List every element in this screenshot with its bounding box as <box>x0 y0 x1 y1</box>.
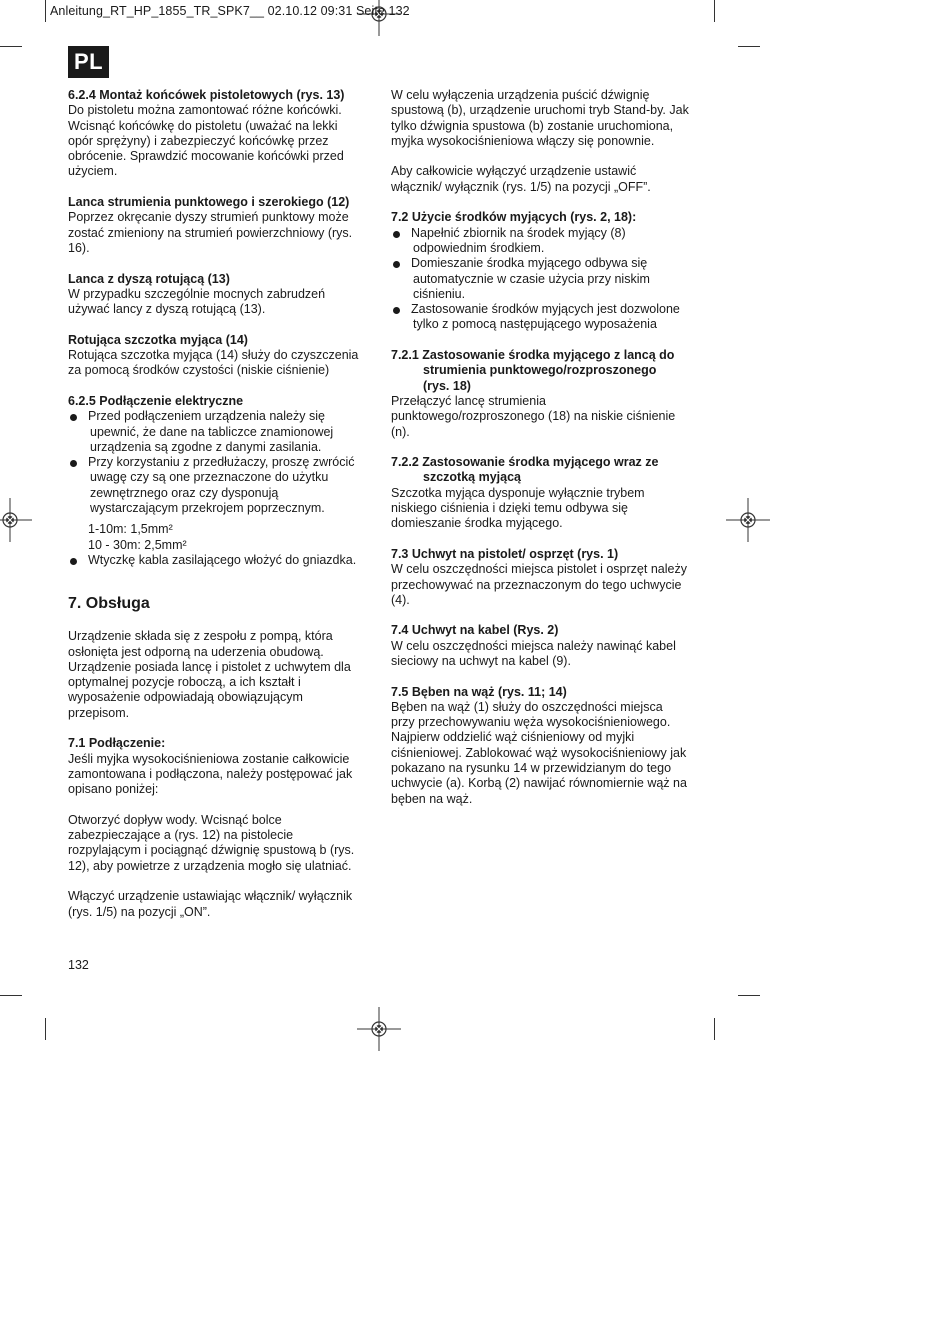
body-line: wyposażenie odpowiadają obowiązującym <box>68 690 303 705</box>
body-line: Bęben na wąż (1) służy do oszczędności miejsca <box>391 699 663 714</box>
cable-spec: 10 - 30m: 2,5mm² <box>88 537 187 552</box>
bullet-item: Przed podłączeniem urządzenia należy się upewnić, że dane na tabliczce znamionowej urządzenia są zgodne z danymi zasilania. <box>68 409 368 455</box>
body-line: Wcisnąć końcówkę do pistoletu (uważać na lekki <box>68 118 338 133</box>
body-line: domieszanie środka myjącego. <box>391 516 563 531</box>
body-line: Jeśli myjka wysokociśnieniowa zostanie całkowicie <box>68 751 350 766</box>
print-slug-line: Anleitung_RT_HP_1855_TR_SPK7__ 02.10.12 09:31 Seite 132 <box>50 4 410 18</box>
body-line: przy przechowywaniu węża wysokociśnieniowego. <box>391 715 671 730</box>
section-heading: 7.2 Użycie środków myjących (rys. 2, 18): <box>391 210 637 225</box>
registration-mark-icon <box>357 1007 401 1051</box>
body-line: przechowywać na przeznaczonym do tego uchwycie <box>391 577 682 592</box>
body-line: za pomocą środków czystości (niskie ciśnienie) <box>68 363 330 378</box>
crop-mark <box>45 1018 46 1040</box>
bullet-icon <box>70 414 77 421</box>
body-line: spustową (b), urządzenie uruchomi tryb Stand-by. Jak <box>391 103 689 118</box>
body-line: (4). <box>391 592 410 607</box>
body-line: zabezpieczające a (rys. 12) na pistolecie <box>68 828 294 843</box>
registration-mark-icon <box>726 498 770 542</box>
language-tab: PL <box>68 46 109 78</box>
right-column <box>391 88 695 807</box>
body-line: (n). <box>391 424 410 439</box>
section-heading: Rotująca szczotka myjąca (14) <box>68 332 248 347</box>
body-line: Urządzenie posiada lancę i pistolet z uchwytem dla <box>68 659 351 674</box>
crop-mark <box>45 0 46 22</box>
body-line: W celu wyłączenia urządzenia puścić dźwignię <box>391 88 650 102</box>
section-heading: (rys. 18) <box>423 378 471 393</box>
body-line: Do pistoletu można zamontować różne końcówki. <box>68 103 342 118</box>
body-line: Przełączyć lancę strumienia <box>391 393 546 408</box>
bullet-item: Wtyczkę kabla zasilającego włożyć do gniazdka. <box>68 553 368 568</box>
crop-mark <box>0 46 22 47</box>
body-line: 16). <box>68 240 90 255</box>
section-heading: 7.3 Uchwyt na pistolet/ osprzęt (rys. 1) <box>391 546 619 561</box>
chapter-heading: 7. Obsługa <box>68 595 150 613</box>
section-heading: 7.1 Podłączenie: <box>68 736 166 751</box>
section-heading: Lanca strumienia punktowego i szerokiego (12) <box>68 195 350 210</box>
body-line: W celu oszczędności miejsca należy nawinąć kabel <box>391 638 676 653</box>
crop-mark <box>714 0 715 22</box>
body-line: uchwycie (a). Korbą (2) nawijać równomiernie wąż na <box>391 776 687 791</box>
section-heading: 7.5 Bęben na wąż (rys. 11; 14) <box>391 684 567 699</box>
body-line: 12), aby powietrze z urządzenia mogło się ulatniać. <box>68 858 352 873</box>
crop-mark <box>738 995 760 996</box>
bullet-item: Zastosowanie środków myjących jest dozwolone tylko z pomocą następującego wyposażenia <box>391 302 695 333</box>
body-line: użyciem. <box>68 164 118 179</box>
crop-mark <box>0 995 22 996</box>
body-line: rozpylającym i pociągnąć dźwignię spustową b (rys. <box>68 843 355 858</box>
body-line: Szczotka myjąca dysponuje wyłącznie trybem <box>391 485 645 500</box>
body-line: pokazano na rysunku 14 w przewidzianym do tego <box>391 761 672 776</box>
bullet-icon <box>70 558 77 565</box>
body-line: Włączyć urządzenie ustawiając włącznik/ wyłącznik <box>68 889 353 904</box>
body-line: przepisom. <box>68 705 130 720</box>
body-line: W celu oszczędności miejsca pistolet i osprzęt należy <box>391 562 687 577</box>
body-line: włącznik/ wyłącznik (rys. 1/5) na pozycji „OFF”. <box>391 179 651 194</box>
bullet-icon <box>70 460 77 467</box>
section-heading: 6.2.4 Montaż końcówek pistoletowych (rys. 13) <box>68 88 345 102</box>
cable-spec: 1-10m: 1,5mm² <box>88 522 173 537</box>
body-line: bęben na wąż. <box>391 791 473 806</box>
body-line: optymalnej pozycje roboczą, a ich kształt i <box>68 675 301 690</box>
bullet-item: Domieszanie środka myjącego odbywa się automatycznie w czasie użycia przy niskim ciśnieniu. <box>391 256 695 302</box>
bullet-item: Przy korzystaniu z przedłużaczy, proszę zwrócić uwagę czy są one przeznaczone do użytku zewnętrznego oraz czy dysponują wystarczającym przekrojem poprzecznym. <box>68 455 368 516</box>
body-line: Urządzenie składa się z zespołu z pompą, która <box>68 629 333 644</box>
body-line: opór sprężyny) i zabezpieczyć końcówkę przez <box>68 133 329 148</box>
body-line: opisano poniżej: <box>68 782 159 797</box>
section-heading: Lanca z dyszą rotującą (13) <box>68 271 230 286</box>
body-line: Najpierw oddzielić wąż ciśnieniowy od myjki <box>391 730 635 745</box>
body-line: niskiego ciśnienia i dzięki temu odbywa się <box>391 501 628 516</box>
body-line: myjka wysokociśnieniowa włączy się ponownie. <box>391 133 655 148</box>
body-line: osłonięta jest odporną na uderzenia obudową. <box>68 644 324 659</box>
body-line: ciśnieniowej. Zablokować wąż wysokociśnieniowy jak <box>391 745 687 760</box>
registration-mark-icon <box>0 498 32 542</box>
body-line: W przypadku szczególnie mocnych zabrudzeń <box>68 286 326 301</box>
bullet-icon <box>393 231 400 238</box>
crop-mark <box>714 1018 715 1040</box>
section-heading: szczotką myjącą <box>423 470 521 485</box>
section-heading: 7.2.1 Zastosowanie środka myjącego z lancą do <box>391 348 675 363</box>
body-line: punktowego/rozproszonego (18) na niskie ciśnienie <box>391 409 676 424</box>
body-line: Rotująca szczotka myjąca (14) służy do czyszczenia <box>68 348 359 363</box>
body-line: Poprzez okręcanie dyszy strumień punktowy może <box>68 210 349 225</box>
section-heading: 7.2.2 Zastosowanie środka myjącego wraz ze <box>391 455 659 470</box>
page-number: 132 <box>68 958 89 972</box>
body-line: Aby całkowicie wyłączyć urządzenie ustawić <box>391 164 637 179</box>
bullet-icon <box>393 307 400 314</box>
section-heading: 7.4 Uchwyt na kabel (Rys. 2) <box>391 623 559 638</box>
body-line: obrócenie. Sprawdzić mocowanie końcówki przed <box>68 149 344 164</box>
section-heading: 6.2.5 Podłączenie elektryczne <box>68 393 244 408</box>
body-line: zamontowana i podłączona, należy postępować jak <box>68 766 353 781</box>
body-line: tylko dźwignia spustowa (b) zostanie uruchomiona, <box>391 118 674 133</box>
crop-mark <box>738 46 760 47</box>
body-line: zostać zmieniony na strumień powierzchniowy (rys. <box>68 225 353 240</box>
left-column <box>68 88 368 920</box>
body-line: sieciowy na uchwyt na kabel (9). <box>391 653 571 668</box>
body-line: używać lancy z dyszą rotującą (13). <box>68 302 266 317</box>
body-line: Otworzyć dopływ wody. Wcisnąć bolce <box>68 812 282 827</box>
section-heading: strumienia punktowego/rozproszonego <box>423 363 657 378</box>
bullet-item: Napełnić zbiornik na środek myjący (8) odpowiednim środkiem. <box>391 226 695 257</box>
body-line: (rys. 1/5) na pozycji „ON”. <box>68 904 211 919</box>
bullet-icon <box>393 261 400 268</box>
